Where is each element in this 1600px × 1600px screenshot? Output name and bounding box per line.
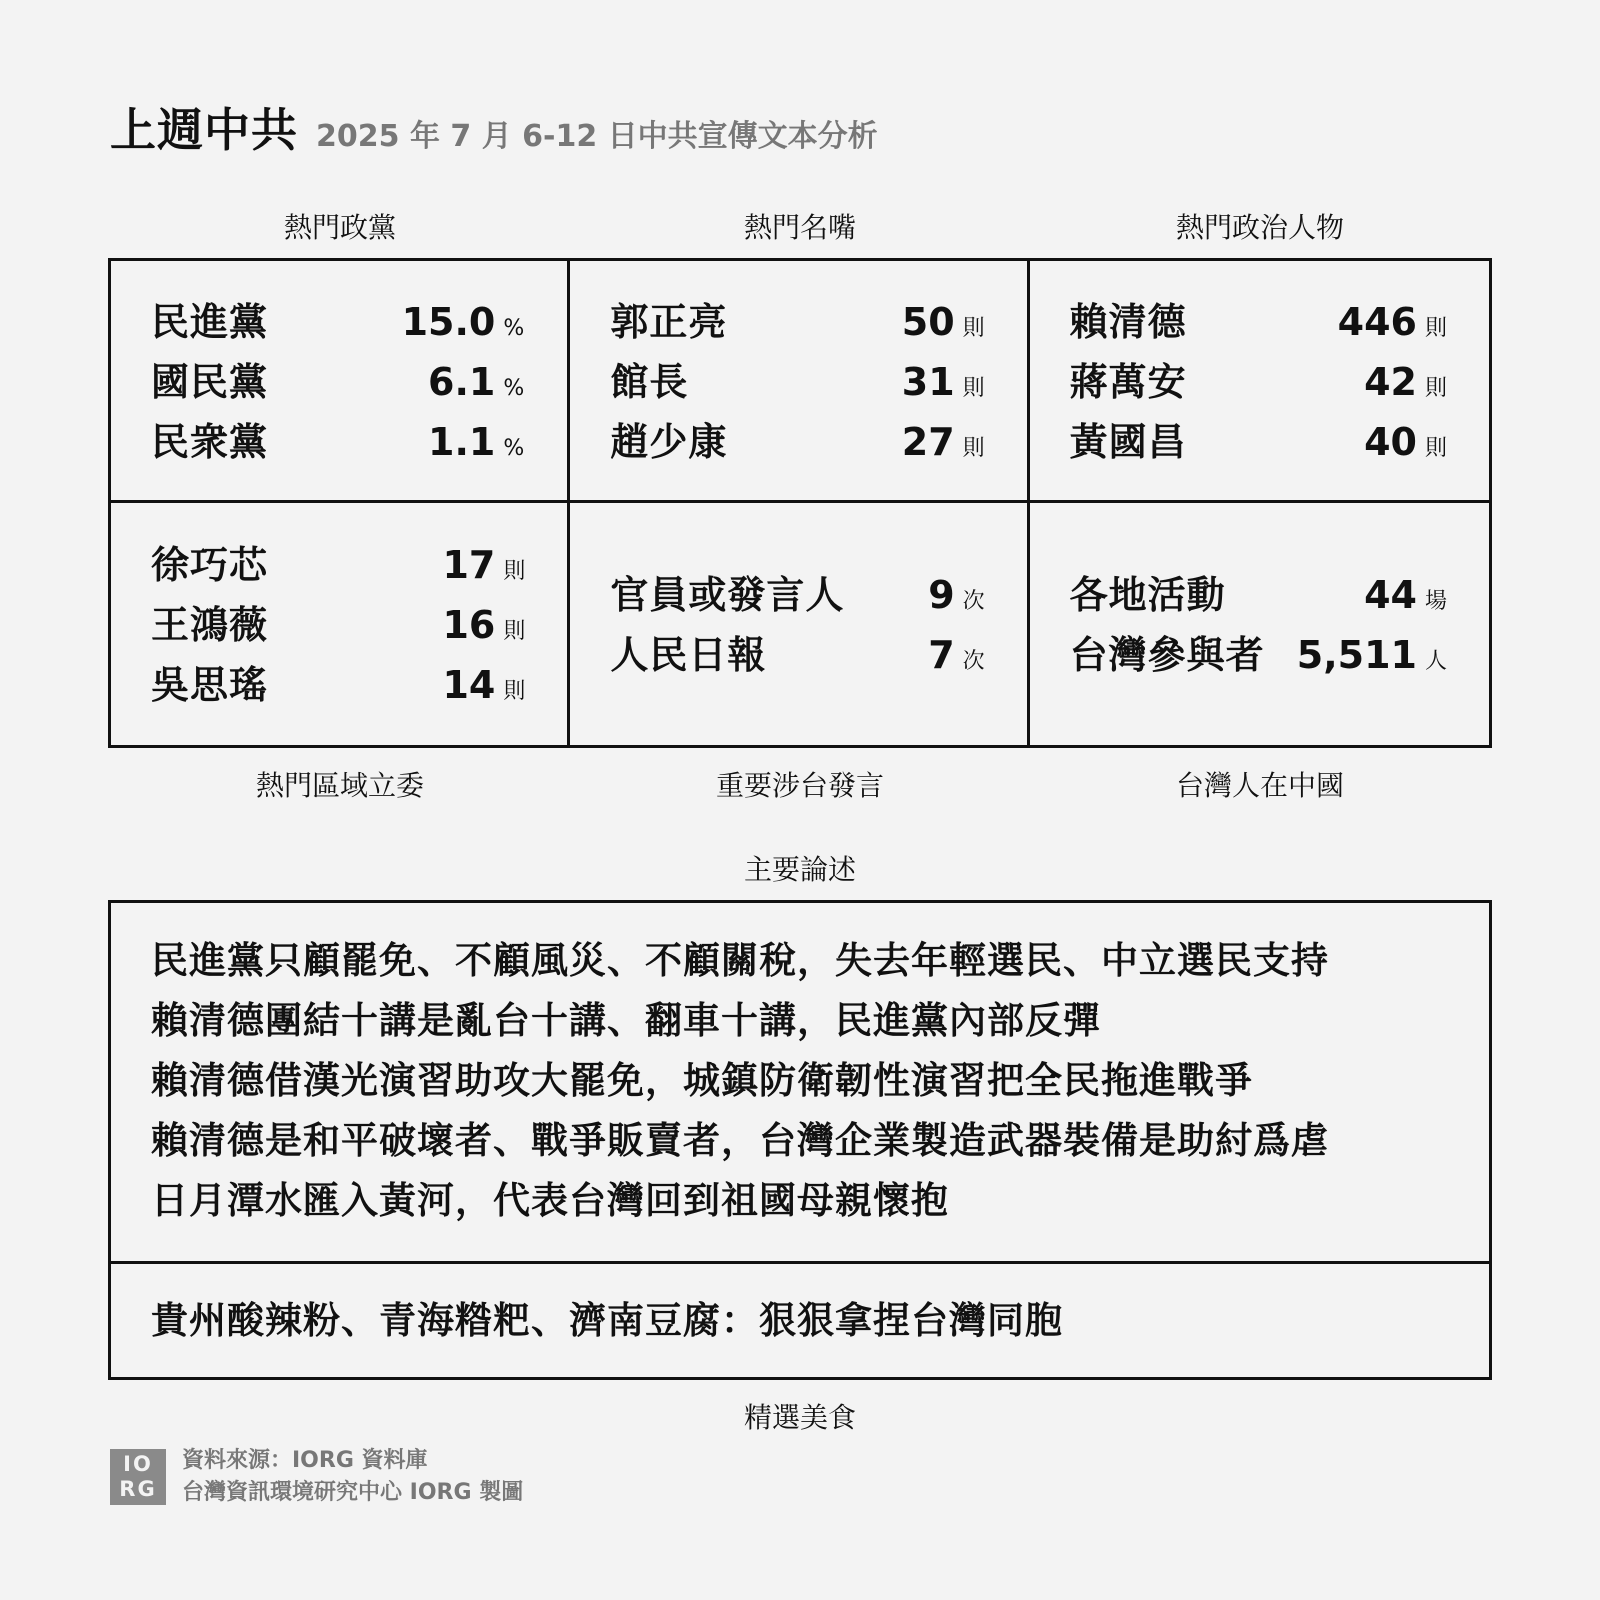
caption-parties: 熱門政黨 <box>283 211 396 244</box>
item-value: 40 <box>1364 419 1417 464</box>
stats-grid <box>108 258 1492 748</box>
caption-legislators: 熱門區域立委 <box>255 769 424 802</box>
item-unit: % <box>503 375 525 401</box>
page-title: 上週中共 <box>110 103 298 157</box>
item-name: 人民日報 <box>610 633 767 677</box>
item-name: 國民黨 <box>151 359 269 404</box>
iorg-logo <box>110 1449 166 1505</box>
list-item <box>610 291 986 351</box>
item-unit: 則 <box>962 315 985 341</box>
item-value: 27 <box>901 419 955 464</box>
food-line: 貴州酸辣粉、青海糌粑、濟南豆腐：狠狠拿捏台灣同胞 <box>151 1298 1063 1342</box>
item-value: 15.0 <box>401 299 496 344</box>
source-note: 資料來源：IORG 資料庫 <box>182 1448 428 1473</box>
item-value: 9 <box>928 573 955 617</box>
item-unit: 則 <box>503 559 526 584</box>
item-value: 16 <box>442 603 496 647</box>
item-unit: 則 <box>962 375 985 401</box>
item-name: 郭正亮 <box>610 299 728 344</box>
item-value: 31 <box>901 359 955 404</box>
item-name: 黃國昌 <box>1069 419 1187 464</box>
item-value: 17 <box>442 543 496 587</box>
caption-statements: 重要涉台發言 <box>715 769 884 802</box>
taiwanese-in-china-cell <box>1030 503 1489 745</box>
list-item <box>610 564 986 624</box>
item-name: 台灣參與者 <box>1069 633 1265 677</box>
list-item <box>151 291 527 351</box>
item-name: 吳思瑤 <box>151 663 269 707</box>
list-item <box>151 654 527 714</box>
list-item <box>1070 411 1449 471</box>
pundits-cell <box>570 261 1029 503</box>
footer <box>110 1445 523 1509</box>
narrative-line: 日月潭水匯入黃河，代表台灣回到祖國母親懷抱 <box>151 1179 949 1222</box>
caption-politicians: 熱門政治人物 <box>1175 211 1344 244</box>
narrative-line: 賴清德團結十講是亂台十講、翻車十講，民進黨內部反彈 <box>151 999 1101 1042</box>
politicians-cell <box>1030 261 1489 503</box>
footer-text <box>182 1445 523 1509</box>
item-value: 44 <box>1364 573 1417 617</box>
list-item <box>1070 351 1449 411</box>
credit-note: 台灣資訊環境研究中心 IORG 製圖 <box>182 1480 524 1505</box>
item-value: 5,511 <box>1296 633 1417 677</box>
item-name: 徐巧芯 <box>151 543 269 587</box>
item-name: 蔣萬安 <box>1069 359 1187 404</box>
list-item <box>151 411 527 471</box>
narrative-line: 賴清德是和平破壞者、戰爭販賣者，台灣企業製造武器裝備是助紂爲虐 <box>151 1119 1329 1162</box>
item-value: 446 <box>1337 299 1417 344</box>
legislators-cell <box>111 503 570 745</box>
narrative-line: 賴清德借漢光演習助攻大罷免，城鎮防衛韌性演習把全民拖進戰爭 <box>151 1059 1253 1102</box>
item-unit: 次 <box>962 649 985 674</box>
list-item <box>151 534 527 594</box>
list-item <box>610 351 986 411</box>
logo-line: IO <box>123 1452 153 1476</box>
item-unit: 則 <box>503 679 526 704</box>
list-item <box>151 351 527 411</box>
item-unit: 則 <box>1425 375 1448 401</box>
list-item <box>1070 564 1449 624</box>
item-unit: 人 <box>1425 649 1448 674</box>
header <box>110 94 878 160</box>
item-name: 各地活動 <box>1069 573 1226 617</box>
item-value: 1.1 <box>428 419 496 464</box>
narratives-list <box>111 903 1489 1264</box>
item-unit: % <box>503 315 525 341</box>
item-name: 官員或發言人 <box>610 573 845 617</box>
item-unit: 則 <box>962 435 985 461</box>
caption-narratives: 主要論述 <box>743 853 856 886</box>
caption-taiwanese-in-china: 台灣人在中國 <box>1175 769 1344 802</box>
item-unit: % <box>503 435 525 461</box>
food-row <box>111 1264 1489 1377</box>
item-value: 50 <box>901 299 955 344</box>
item-name: 館長 <box>610 359 689 404</box>
item-unit: 則 <box>1425 435 1448 461</box>
list-item <box>1070 291 1449 351</box>
logo-line: RG <box>119 1477 157 1501</box>
item-name: 趙少康 <box>610 419 728 464</box>
list-item <box>610 624 986 684</box>
caption-food: 精選美食 <box>743 1401 856 1434</box>
item-name: 王鴻薇 <box>151 603 269 647</box>
item-value: 7 <box>928 633 955 677</box>
caption-pundits: 熱門名嘴 <box>743 211 856 244</box>
item-name: 賴清德 <box>1069 299 1187 344</box>
item-name: 民衆黨 <box>151 419 269 464</box>
page-subtitle: 2025 年 7 月 6-12 日中共宣傳文本分析 <box>316 119 878 154</box>
list-item <box>610 411 986 471</box>
parties-cell <box>111 261 570 503</box>
statements-cell <box>570 503 1029 745</box>
item-name: 民進黨 <box>151 299 269 344</box>
item-unit: 則 <box>1425 315 1448 341</box>
item-unit: 場 <box>1425 589 1448 614</box>
narrative-line: 民進黨只顧罷免、不顧風災、不顧關稅，失去年輕選民、中立選民支持 <box>151 939 1329 982</box>
narratives-box <box>108 900 1492 1380</box>
item-value: 6.1 <box>428 359 496 404</box>
list-item <box>151 594 527 654</box>
item-unit: 次 <box>962 589 985 614</box>
item-value: 42 <box>1364 359 1417 404</box>
item-value: 14 <box>442 663 496 707</box>
list-item <box>1070 624 1449 684</box>
item-unit: 則 <box>503 619 526 644</box>
